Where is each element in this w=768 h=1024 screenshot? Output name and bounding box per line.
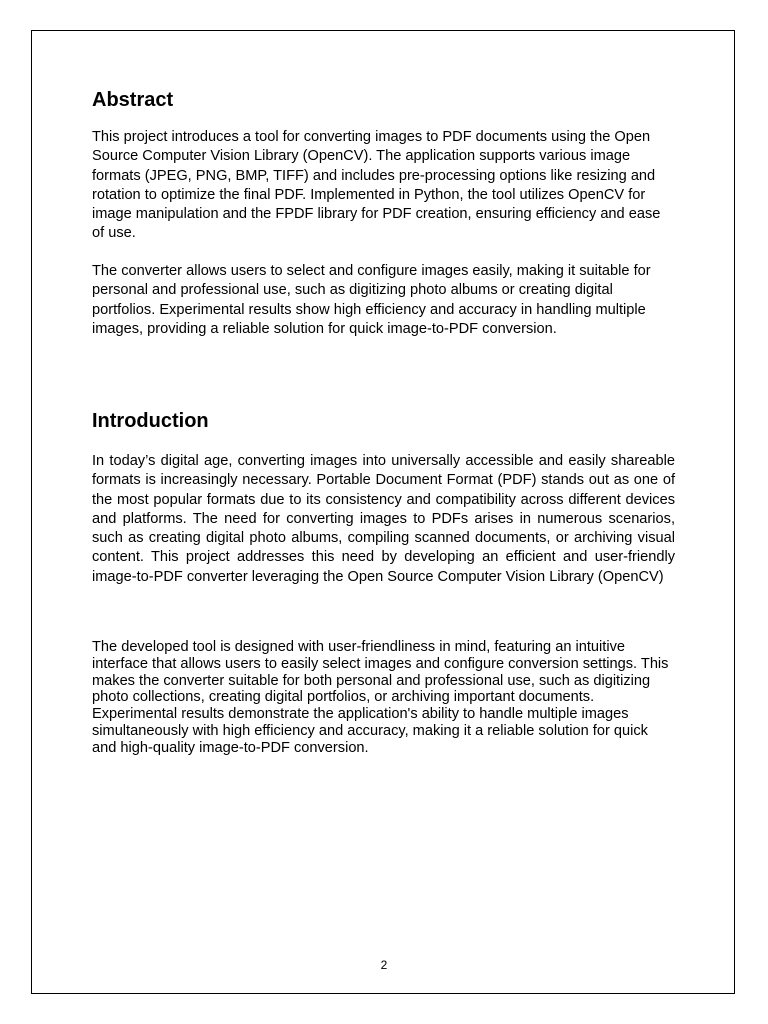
abstract-paragraph-2: The converter allows users to select and configure images easily, making it suitable for personal and professional use, such as digitizing photo albums or creating digital portfolios. Experimental results show high efficiency and accuracy in handling multiple images, providing a reliable solution for quick image-to-PDF conversion. [92, 263, 651, 337]
introduction-paragraph-1: In today’s digital age, converting images into universally accessible and easily shareable formats is increasingly necessary. Portable Document Format (PDF) stands out as one of the most popular formats due to its consistency and compatibility across different devices and platforms. The need for converting images to PDFs arises in numerous scenarios, such as creating digital photo albums, compiling scanned documents, or archiving visual content. This project addresses this need by developing an efficient and user-friendly image-to-PDF converter leveraging the Open Source Computer Vision Library (OpenCV) [92, 453, 675, 585]
abstract-paragraph-1: This project introduces a tool for converting images to PDF documents using the Open Source Computer Vision Library (OpenCV). The application supports various image formats (JPEG, PNG, BMP, TIFF) and includes pre-processing options like resizing and rotation to optimize the final PDF. Implemented in Python, the tool utilizes OpenCV for image manipulation and the FPDF library for PDF creation, ensuring efficiency and ease of use. [92, 129, 661, 242]
introduction-heading: Introduction [92, 410, 209, 432]
abstract-heading: Abstract [92, 89, 174, 111]
page-number: 2 [380, 958, 388, 972]
introduction-paragraph-2: The developed tool is designed with user-friendliness in mind, featuring an intuitive interface that allows users to easily select images and configure conversion settings. This makes the converter suitable for both personal and professional use, such as digitizing photo collections, creating digital portfolios, or archiving important documents. Experimental results demonstrate the application's ability to handle multiple images simultaneously with high efficiency and accuracy, making it a reliable solution for quick and high-quality image-to-PDF conversion. [92, 639, 669, 756]
